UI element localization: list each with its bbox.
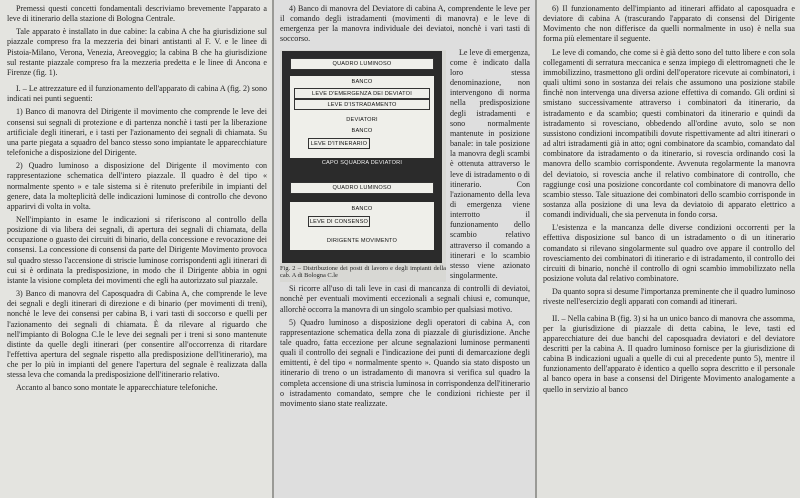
- telephone-paragraph: Accanto al banco sono montate le apparecchiature telefoniche.: [16, 383, 218, 393]
- point-6-paragraph: 6) Il funzionamento dell'impianto ad itinerari affidato al caposquadra e deviatore di cabina A (trascurando l'apparato di consensi del Dirigente Movimento che non differisce da quelli normalmente in uso) è nella sua forma più elementare il seguente.: [543, 4, 795, 44]
- leve-itinerario-box: LEVE D'ITINERARIO: [308, 138, 370, 149]
- banco-label-1: BANCO: [351, 78, 373, 85]
- dirigente-movimento-label: DIRIGENTE MOVIMENTO: [326, 237, 398, 244]
- section-1-heading-paragraph: I. – Le attrezzature ed il funzionamento dell'apparato di cabina A (fig. 2) sono indicati nei punti seguenti:: [7, 84, 267, 104]
- figure-caption: Fig. 2 – Distribuzione dei posti di lavoro e degli impianti della cab. A di Bologna C.le: [280, 264, 446, 280]
- quadro-luminoso-bottom: QUADRO LUMINOSO: [290, 182, 434, 194]
- leve-emergenza-box: LEVE D'EMERGENZA DEI DEVIATOI: [294, 88, 430, 99]
- emergency-levers-paragraph: Le leve di emergenza, come è indicato dalla loro stessa denominazione, non intervengono di norma nella predisposizione degli istradamenti e sono normalmente mantenute in posizione banale: in tale posizione la manovra degli scambi è ottenuta attraverso le leve di istradamento o di itinerario. Con l'azionamento della leva di emergenza viene interrotto il funzionamento dello scambio relativo attraverso il comando a itinerari e lo scambio stesso viene azionato singolarmente.: [450, 47, 530, 281]
- point-1-paragraph: 1) Banco di manovra del Dirigente il movimento che comprende le leve dei consensi sui segnali di protezione e di partenza nonchè i tasti per la liberazione artificiale degli itinerari, e i tasti per l'azionamento dei segnali di chiamata. Su una parte piegata a squadro del banco stesso sono impiantate le apparecchiature telefoniche a disposizione del Dirigente.: [7, 107, 267, 158]
- importance-paragraph: Da quanto sopra si desume l'importanza preminente che il quadro luminoso riveste nell'esercizio degli apparati con comandi ad itinerari.: [543, 287, 795, 307]
- banco-label-3: BANCO: [351, 205, 373, 212]
- point-3-paragraph: 3) Banco di manovra del Caposquadra di Cabina A, che comprende le leve dei segnali e degli itinerari di direzione e di binario (per movimenti di treni), nonchè le leve dei consensi per cabina B, i vari tasti di soccorso e quelli per l'azionamento dei segnali di chiamata. È da rilevare al riguardo che nell'impianto di Bologna C.le le leve dei segnali per i treni si sono mantenute distinte da quelle degli itinerari (per consentire all'occorrenza di ritardare l'effettiva apertura del segnale rispetto alla predisposizione dell'itinerario), ma che per lo più in impianti del genere l'apertura del segnale è realizzata dalla stessa leva che comanda la predisposizione dell'itinerario relativo.: [7, 289, 267, 380]
- capo-squadra-label: CAPO SQUADRA DEVIATORI: [321, 159, 403, 166]
- deviatori-label: DEVIATORI: [346, 116, 378, 123]
- middle-page-column: [274, 0, 536, 498]
- conditions-paragraph: L'esistenza e la mancanza delle diverse condizioni occorrenti per la effettiva disposizione sul banco di un istradamento o di un itinerario comandato si rilevano singolarmente sul quadro ove appare il controllo del rovesciamento dei combinatori di itinerario e di istradamento, il controllo dei circuiti di binario, nonchè il controllo di ogni scambio immobilizzato nella posizione voluta dal relativo combinatore.: [543, 223, 795, 284]
- banco-label-2: BANCO: [351, 127, 373, 134]
- intro-paragraph: Premessi questi concetti fondamentali descriviamo brevemente l'apparato a leve di itinerario della stazione di Bologna Centrale.: [7, 4, 267, 24]
- figure-2-diagram: [280, 50, 446, 282]
- leve-consenso-box: LEVE DI CONSENSO: [308, 216, 370, 227]
- combinators-paragraph: Le leve di comando, che come si è già detto sono del tutto libere e con sola collegamenti di serratura meccanica e senza impiego di elettromagneti che le immobilizzino, trasmettono gli ordini dell'operatore ricevute ai combinatori, i quali ultimi sono in sostanza dei relais che assumono una posizione stabile finchè non intervenga una diversa azione effettiva di comando. Gli ordini sì smistano successivamente attraverso i combinatori da itinerario, da istradamento e da scambio; questi combinatori da itinerario e quindi da istradamento si rovesciano, obbedendo all'ordine avuto, solo se non sussistono condizioni incompatibili dovute rispettivamente ad altri itinerari o ad altri istradamenti già in atto; ogni combinatore da scambio, comandato dal combinatore da istradamento o da itinerario, si rovescia ordinando così la manovra dello scambio corrispondente. Avvenuta regolarmente la manovra del deviatoio, si rovescia anche il relativo combinatore di controllo, che raggiunge così una posizione concordante col combinatore di manovra dello scambio stesso. Tale situazione dei combinatori dello scambio corrisponde in sostanza alla posizione di una leva da deviatoio di apparato elettrico a comandi individuali, che sia pervenuta in fondo corsa.: [543, 47, 795, 220]
- levers-usage-paragraph: Si ricorre all'uso di tali leve in casi di mancanza di controlli di deviatoi, nonchè per eventuali movimenti eccezionali a segnali chiusi e, comunque, allorchè occorra la manovra di un singolo scambio per qualsiasi motivo.: [280, 284, 530, 314]
- leve-istradamento-box: LEVE D'ISTRADAMENTO: [294, 99, 430, 110]
- indications-paragraph: Nell'impianto in esame le indicazioni si riferiscono al controllo della posizione di via libera dei segnali, di apertura dei segnali di chiamata, della occupazione o guasto dei circuiti di binario, della concessione e revocazione dei consensi. La concessione di consensi da parte del Dirigente Movimento provoca sul quadro stesso l'accensione di striscie luminose corrispondenti agli itinerari di cui si è ordinata la predisposizione, in modo che il Dirigente abbia in ogni istante la visione completa dei movimenti che egli ha autorizzato sul piazzale.: [7, 214, 267, 285]
- point-2-paragraph: 2) Quadro luminoso a disposizione del Dirigente il movimento con rappresentazione schematica dell'intero piazzale. Il quadro è del tipo « normalmente spento » e tale sistema si è ritenuto preferibile in impianti del genere, data la molteplicità delle indicazioni luminose di controllo che devono apparirvi di volta in volta.: [7, 161, 267, 211]
- point-4-paragraph: 4) Banco di manovra del Deviatore di cabina A, comprendente le leve per il comando degli istradamenti (movimenti di manovra) e le leve di emergenza per la manovra individuale dei deviatoi, nonchè i vari tasti di soccorso.: [280, 4, 530, 44]
- point-5-paragraph: 5) Quadro luminoso a disposizione degli operatori di cabina A, con rappresentazione schematica della zona di piazzale di giurisdizione. Anche tale quadro, fatta eccezione per alcune segnalazioni luminose permanenti quali il controllo dei segnali e l'indicazione dei punti di demarcazione degli emittenti, è del tipo « normalmente spento ». Quando sia stato disposto un itinerario di treno o un istradamento di manovra si verifica sul quadro la completa accensione di una striscia luminosa in corrispondenza dell'itinerario o istradamento comandato, sempre che le condizioni richieste per il movimento siano state realizzate.: [280, 317, 530, 408]
- right-page-column: [537, 0, 800, 498]
- quadro-luminoso-top: QUADRO LUMINOSO: [290, 58, 434, 70]
- installation-paragraph: Tale apparato è installato in due cabine: la cabina A che ha giurisdizione sul piazzale compreso fra la mezzeria dei binari antistanti al F. V. e le linee di Pistoia-Milano, Verona, Venezia, Areoveggio; la cabina B che ha giurisdizione sul restante piazzale compreso fra la mezzeria predetta e le linee di Ancona e Firenze (fig. 1).: [7, 27, 267, 77]
- left-page-column: [0, 0, 273, 498]
- section-2-paragraph: II. – Nella cabina B (fig. 3) si ha un unico banco di manovra che assomma, per la giurisdizione di piazzale di detta cabina, le leve, tasti ed apparecchiature dei due banchi del caposquadra deviatori e del deviatore descritti per la cabina A. Il quadro luminoso fornisce per la giurisdizione di cabina B indicazioni uguali a quelle di cui al precedente punto 5), mentre il funzionamento dell'apparato è identico a quello sopra descritto e il personale al banco opera in base a consensi del Dirigente Movimento analogamente a quello in servizio al banco: [543, 313, 795, 394]
